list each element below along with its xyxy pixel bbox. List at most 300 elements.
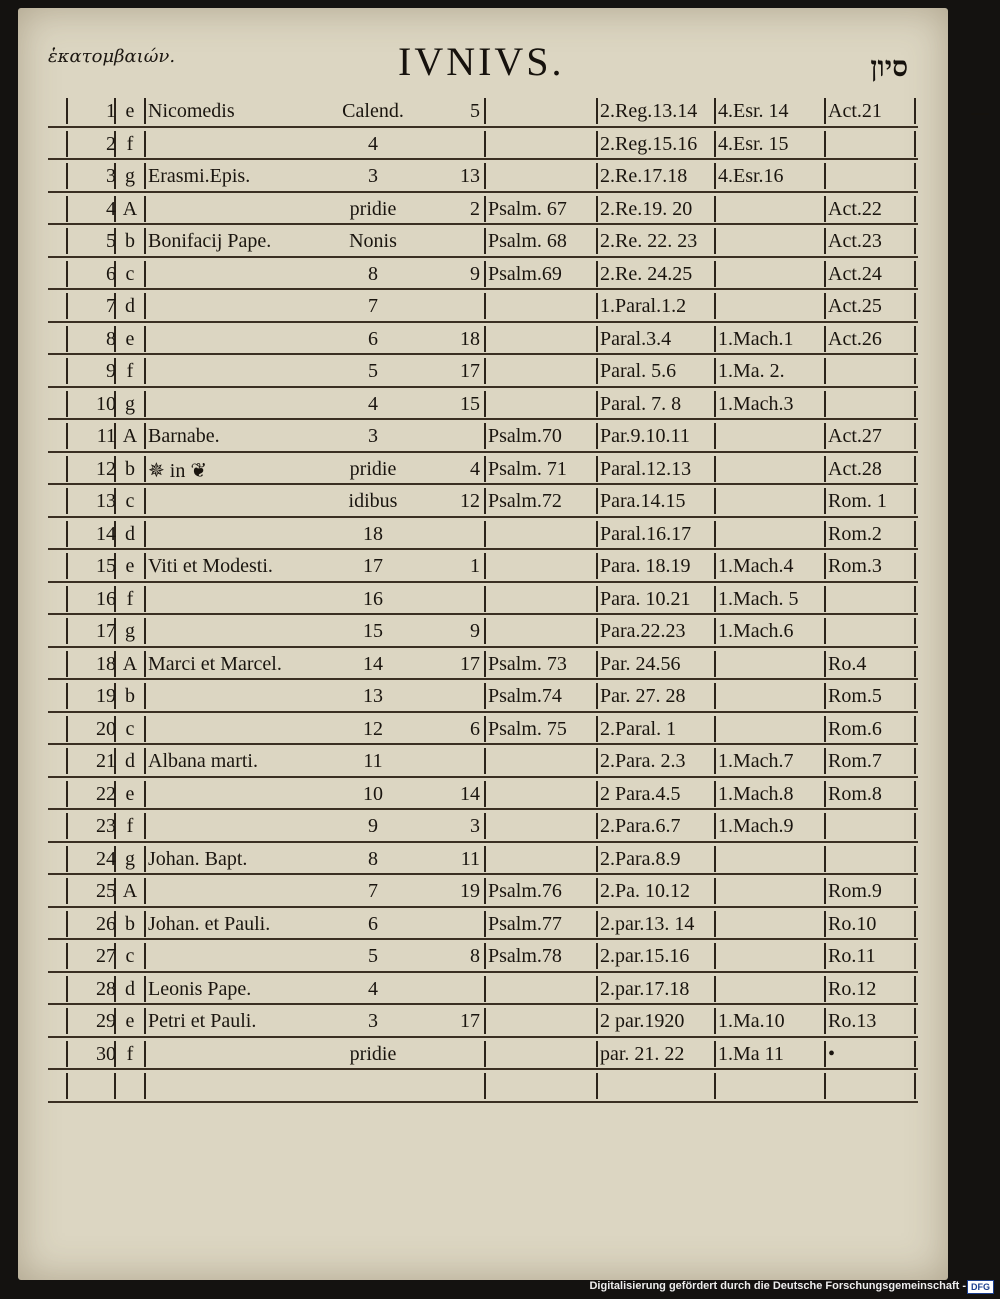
golden-number: 4 <box>470 457 480 480</box>
dominical-letter: f <box>126 815 134 837</box>
column-rule <box>824 391 826 417</box>
roman-date: 10 <box>363 782 383 805</box>
column-rule <box>714 943 716 969</box>
column-rule <box>484 748 486 774</box>
column-rule <box>714 1073 716 1099</box>
golden-number: 9 <box>470 262 480 285</box>
column-rule <box>824 423 826 449</box>
column-rule <box>144 1073 146 1099</box>
column-rule <box>714 781 716 807</box>
column-rule <box>596 651 598 677</box>
column-rule <box>914 163 916 189</box>
ot-reading: 2 Para.4.5 <box>600 782 681 805</box>
dominical-letter: A <box>122 197 138 220</box>
column-rule <box>484 1008 486 1034</box>
column-rule <box>484 813 486 839</box>
column-rule <box>484 358 486 384</box>
feast-name: Nicomedis <box>148 100 235 122</box>
roman-date: 16 <box>363 587 383 610</box>
column-rule <box>914 456 916 482</box>
column-rule <box>484 683 486 709</box>
roman-date: 4 <box>368 392 378 415</box>
roman-date: 7 <box>368 880 378 902</box>
roman-date: 3 <box>368 165 378 187</box>
dominical-letter: A <box>122 425 138 447</box>
ot-reading: 2.Re.19. 20 <box>600 197 693 220</box>
ot-reading: 2.Re. 22. 23 <box>600 230 698 252</box>
column-rule <box>824 163 826 189</box>
column-rule <box>714 683 716 709</box>
day-number: 7 <box>106 295 116 317</box>
dominical-letter: f <box>126 1042 134 1065</box>
column-rule <box>484 651 486 677</box>
feast-name: Marci et Marcel. <box>148 652 282 675</box>
feast-name: Petri et Pauli. <box>148 1010 257 1032</box>
column-rule <box>484 553 486 579</box>
psalm-reading: Psalm. 71 <box>488 457 567 480</box>
dominical-letter: d <box>125 522 135 545</box>
nt-reading: Act.21 <box>828 100 882 122</box>
day-number: 25 <box>96 880 116 902</box>
column-rule <box>714 878 716 904</box>
column-rule <box>914 553 916 579</box>
golden-number: 17 <box>460 1010 480 1032</box>
day-number: 5 <box>106 230 116 252</box>
nt-reading: Act.26 <box>828 327 882 350</box>
column-rule <box>144 618 146 644</box>
column-rule <box>714 618 716 644</box>
day-number: 26 <box>96 912 116 935</box>
column-rule <box>714 586 716 612</box>
column-rule <box>824 846 826 872</box>
dominical-letter: c <box>125 717 135 740</box>
roman-date: idibus <box>348 490 398 512</box>
column-rule <box>144 228 146 254</box>
nt-reading: Rom. 1 <box>828 490 887 512</box>
column-rule <box>914 326 916 352</box>
column-rule <box>484 586 486 612</box>
day-number: 16 <box>96 587 116 610</box>
column-rule <box>596 98 598 124</box>
column-rule <box>714 423 716 449</box>
column-rule <box>914 748 916 774</box>
column-rule <box>144 911 146 937</box>
column-rule <box>714 326 716 352</box>
dominical-letter: d <box>125 977 135 1000</box>
apocrypha-reading: 1.Mach.7 <box>718 750 794 772</box>
column-rule <box>596 976 598 1002</box>
column-rule <box>144 261 146 287</box>
column-rule <box>484 293 486 319</box>
roman-date: pridie <box>349 1042 397 1065</box>
column-rule <box>596 391 598 417</box>
column-rule <box>484 976 486 1002</box>
dominical-letter: e <box>125 782 135 805</box>
dominical-letter: b <box>125 457 135 480</box>
column-rule <box>596 781 598 807</box>
psalm-reading: Psalm.69 <box>488 262 562 285</box>
column-rule <box>914 878 916 904</box>
column-rule <box>484 423 486 449</box>
ot-reading: 1.Paral.1.2 <box>600 295 687 317</box>
dominical-letter: f <box>126 132 134 155</box>
dominical-letter: c <box>125 945 135 967</box>
feast-name: Barnabe. <box>148 425 220 447</box>
column-rule <box>144 878 146 904</box>
column-rule <box>484 943 486 969</box>
ot-reading: 2.Reg.15.16 <box>600 132 698 155</box>
day-number: 8 <box>106 327 116 350</box>
golden-number: 18 <box>460 327 480 350</box>
nt-reading: Act.24 <box>828 262 882 285</box>
column-rule <box>824 1041 826 1067</box>
apocrypha-reading: 1.Mach.1 <box>718 327 794 350</box>
column-rule <box>714 261 716 287</box>
roman-date: pridie <box>349 457 397 480</box>
nt-reading: Ro.12 <box>828 977 877 1000</box>
column-rule <box>824 196 826 222</box>
column-rule <box>144 293 146 319</box>
column-rule <box>824 293 826 319</box>
column-rule <box>824 651 826 677</box>
column-rule <box>914 196 916 222</box>
calendar-row <box>48 778 918 811</box>
nt-reading: Act.25 <box>828 295 882 317</box>
calendar-row <box>48 1038 918 1071</box>
column-rule <box>824 586 826 612</box>
column-rule <box>824 943 826 969</box>
calendar-row <box>48 323 918 356</box>
column-rule <box>824 521 826 547</box>
column-rule <box>714 651 716 677</box>
golden-number: 2 <box>470 197 480 220</box>
dominical-letter: e <box>125 327 135 350</box>
nt-reading: Rom.6 <box>828 717 882 740</box>
column-rule <box>914 943 916 969</box>
column-rule <box>144 456 146 482</box>
apocrypha-reading: 1.Ma. 2. <box>718 360 785 382</box>
calendar-row <box>48 810 918 843</box>
calendar-row <box>48 745 918 778</box>
ot-reading: Paral.3.4 <box>600 327 672 350</box>
roman-date: 12 <box>363 717 383 740</box>
calendar-row <box>48 225 918 258</box>
column-rule <box>914 488 916 514</box>
nt-reading: Rom.7 <box>828 750 882 772</box>
column-rule <box>714 521 716 547</box>
column-rule <box>596 131 598 157</box>
nt-reading: Rom.9 <box>828 880 882 902</box>
day-number: 22 <box>96 782 116 805</box>
column-rule <box>596 163 598 189</box>
feast-name: ✵ in ❦ <box>148 459 208 482</box>
day-number: 3 <box>106 165 116 187</box>
column-rule <box>144 358 146 384</box>
column-rule <box>144 423 146 449</box>
column-rule <box>596 618 598 644</box>
column-rule <box>484 1073 486 1099</box>
feast-name: Albana marti. <box>148 750 258 772</box>
calendar-row <box>48 290 918 323</box>
feast-name: Johan. Bapt. <box>148 847 248 870</box>
day-number: 14 <box>96 522 116 545</box>
dominical-letter: f <box>126 360 134 382</box>
ot-reading: 2 par.1920 <box>600 1010 685 1032</box>
column-rule <box>144 553 146 579</box>
column-rule <box>914 618 916 644</box>
roman-date: 3 <box>368 1010 378 1032</box>
dominical-letter: c <box>125 490 135 512</box>
feast-name: Johan. et Pauli. <box>148 912 271 935</box>
calendar-row <box>48 940 918 973</box>
nt-reading: Ro.11 <box>828 945 876 967</box>
golden-number: 15 <box>460 392 480 415</box>
day-number: 4 <box>106 197 116 220</box>
column-rule <box>596 683 598 709</box>
column-rule <box>824 781 826 807</box>
calendar-row <box>48 843 918 876</box>
column-rule <box>714 748 716 774</box>
apocrypha-reading: 1.Mach.4 <box>718 555 794 577</box>
ot-reading: Paral.12.13 <box>600 457 692 480</box>
apocrypha-reading: 1.Mach.8 <box>718 782 794 805</box>
dominical-letter: f <box>126 587 134 610</box>
calendar-row <box>48 713 918 746</box>
column-rule <box>824 748 826 774</box>
golden-number: 17 <box>460 360 480 382</box>
column-rule <box>714 976 716 1002</box>
dominical-letter: g <box>125 392 135 415</box>
column-rule <box>914 911 916 937</box>
column-rule <box>914 1008 916 1034</box>
column-rule <box>144 391 146 417</box>
ot-reading: Para. 10.21 <box>600 587 691 610</box>
column-rule <box>596 456 598 482</box>
column-rule <box>714 846 716 872</box>
column-rule <box>484 488 486 514</box>
calendar-row <box>48 583 918 616</box>
column-rule <box>484 391 486 417</box>
column-rule <box>484 521 486 547</box>
nt-reading: • <box>828 1042 836 1065</box>
calendar-row <box>48 1070 918 1103</box>
nt-reading: Ro.4 <box>828 652 867 675</box>
column-rule <box>596 358 598 384</box>
calendar-row <box>48 420 918 453</box>
golden-number: 19 <box>460 880 480 902</box>
column-rule <box>714 131 716 157</box>
ot-reading: Paral. 7. 8 <box>600 392 682 415</box>
column-rule <box>824 878 826 904</box>
calendar-row <box>48 518 918 551</box>
apocrypha-reading: 1.Mach. 5 <box>718 587 799 610</box>
column-rule <box>596 586 598 612</box>
column-rule <box>824 716 826 742</box>
day-number: 13 <box>96 490 116 512</box>
calendar-row <box>48 875 918 908</box>
greek-month-name: ἑκατομβαιών. <box>48 46 176 67</box>
calendar-row <box>48 908 918 941</box>
dominical-letter: d <box>125 295 135 317</box>
column-rule <box>714 98 716 124</box>
apocrypha-reading: 4.Esr. 14 <box>718 100 789 122</box>
calendar-row <box>48 973 918 1006</box>
psalm-reading: Psalm.72 <box>488 490 562 512</box>
roman-date: 15 <box>363 620 383 642</box>
apocrypha-reading: 1.Mach.3 <box>718 392 794 415</box>
roman-date: 4 <box>368 977 378 1000</box>
day-number: 12 <box>96 457 116 480</box>
column-rule <box>596 261 598 287</box>
ot-reading: 2.Para.6.7 <box>600 815 681 837</box>
day-number: 24 <box>96 847 116 870</box>
roman-date: pridie <box>349 197 397 220</box>
column-rule <box>144 781 146 807</box>
column-rule <box>824 813 826 839</box>
golden-number: 9 <box>470 620 480 642</box>
day-number: 9 <box>106 360 116 382</box>
roman-date: 17 <box>363 555 383 577</box>
column-rule <box>144 488 146 514</box>
dominical-letter: g <box>125 165 135 187</box>
column-rule <box>824 976 826 1002</box>
calendar-row <box>48 648 918 681</box>
day-number: 21 <box>96 750 116 772</box>
column-rule <box>596 1008 598 1034</box>
calendar-page <box>18 8 948 1280</box>
golden-number: 11 <box>460 847 480 870</box>
calendar-row <box>48 680 918 713</box>
nt-reading: Act.28 <box>828 457 882 480</box>
roman-date: 6 <box>368 327 378 350</box>
column-rule <box>144 521 146 547</box>
dominical-letter: A <box>122 880 138 902</box>
column-rule <box>596 553 598 579</box>
nt-reading: Rom.8 <box>828 782 882 805</box>
column-rule <box>484 781 486 807</box>
column-rule <box>914 391 916 417</box>
column-rule <box>914 716 916 742</box>
feast-name: Bonifacij Pape. <box>148 230 272 252</box>
roman-date: 11 <box>363 750 383 772</box>
golden-number: 1 <box>470 555 480 577</box>
dfg-logo: DFG <box>967 1280 994 1294</box>
ot-reading: 2.par.15.16 <box>600 945 690 967</box>
psalm-reading: Psalm.76 <box>488 880 562 902</box>
column-rule <box>596 911 598 937</box>
column-rule <box>484 163 486 189</box>
dominical-letter: c <box>125 262 135 285</box>
psalm-reading: Psalm. 67 <box>488 197 567 220</box>
roman-date: 7 <box>368 295 378 317</box>
column-rule <box>914 423 916 449</box>
column-rule <box>914 976 916 1002</box>
ot-reading: 2.Pa. 10.12 <box>600 880 690 902</box>
column-rule <box>824 131 826 157</box>
golden-number: 14 <box>460 782 480 805</box>
column-rule <box>914 846 916 872</box>
column-rule <box>914 651 916 677</box>
calendar-row <box>48 1005 918 1038</box>
day-number: 30 <box>96 1042 116 1065</box>
ot-reading: Para.14.15 <box>600 490 686 512</box>
dominical-letter: e <box>125 100 135 122</box>
dominical-letter: d <box>125 750 135 772</box>
column-rule <box>596 228 598 254</box>
column-rule <box>144 1008 146 1034</box>
column-rule <box>824 683 826 709</box>
psalm-reading: Psalm.74 <box>488 685 562 707</box>
dominical-letter: e <box>125 555 135 577</box>
column-rule <box>144 716 146 742</box>
psalm-reading: Psalm. 73 <box>488 652 567 675</box>
column-rule <box>914 813 916 839</box>
column-rule <box>714 1008 716 1034</box>
column-rule <box>484 618 486 644</box>
nt-reading: Rom.5 <box>828 685 882 707</box>
nt-reading: Rom.3 <box>828 555 882 577</box>
column-rule <box>714 293 716 319</box>
ot-reading: 2.Reg.13.14 <box>600 100 698 122</box>
column-rule <box>714 163 716 189</box>
ot-reading: Para. 18.19 <box>600 555 691 577</box>
calendar-row <box>48 550 918 583</box>
apocrypha-reading: 1.Mach.9 <box>718 815 794 837</box>
column-rule <box>144 98 146 124</box>
column-rule <box>824 326 826 352</box>
day-number: 1 <box>106 100 116 122</box>
column-rule <box>914 228 916 254</box>
day-number: 15 <box>96 555 116 577</box>
dominical-letter: g <box>125 847 135 870</box>
column-rule <box>484 911 486 937</box>
hebrew-month-name: סיון <box>870 50 908 83</box>
column-rule <box>596 846 598 872</box>
calendar-row <box>48 615 918 648</box>
column-rule <box>144 813 146 839</box>
column-rule <box>914 293 916 319</box>
nt-reading: Act.27 <box>828 425 882 447</box>
column-rule <box>66 1073 68 1099</box>
dominical-letter: g <box>125 620 135 642</box>
psalm-reading: Psalm.78 <box>488 945 562 967</box>
column-rule <box>596 293 598 319</box>
roman-date: 14 <box>363 652 383 675</box>
column-rule <box>596 878 598 904</box>
nt-reading: Act.23 <box>828 230 882 252</box>
ot-reading: 2.par.17.18 <box>600 977 690 1000</box>
day-number: 10 <box>96 392 116 415</box>
apocrypha-reading: 1.Ma.10 <box>718 1010 785 1032</box>
roman-date: Nonis <box>349 230 397 252</box>
column-rule <box>714 228 716 254</box>
apocrypha-reading: 1.Ma 11 <box>718 1042 784 1065</box>
apocrypha-reading: 4.Esr. 15 <box>718 132 789 155</box>
column-rule <box>824 1008 826 1034</box>
nt-reading: Rom.2 <box>828 522 882 545</box>
column-rule <box>484 131 486 157</box>
column-rule <box>144 586 146 612</box>
column-rule <box>484 261 486 287</box>
psalm-reading: Psalm. 75 <box>488 717 567 740</box>
column-rule <box>824 618 826 644</box>
dominical-letter: b <box>125 912 135 935</box>
day-number: 6 <box>106 262 116 285</box>
column-rule <box>144 683 146 709</box>
psalm-reading: Psalm. 68 <box>488 230 567 252</box>
day-number: 2 <box>106 132 116 155</box>
column-rule <box>824 456 826 482</box>
